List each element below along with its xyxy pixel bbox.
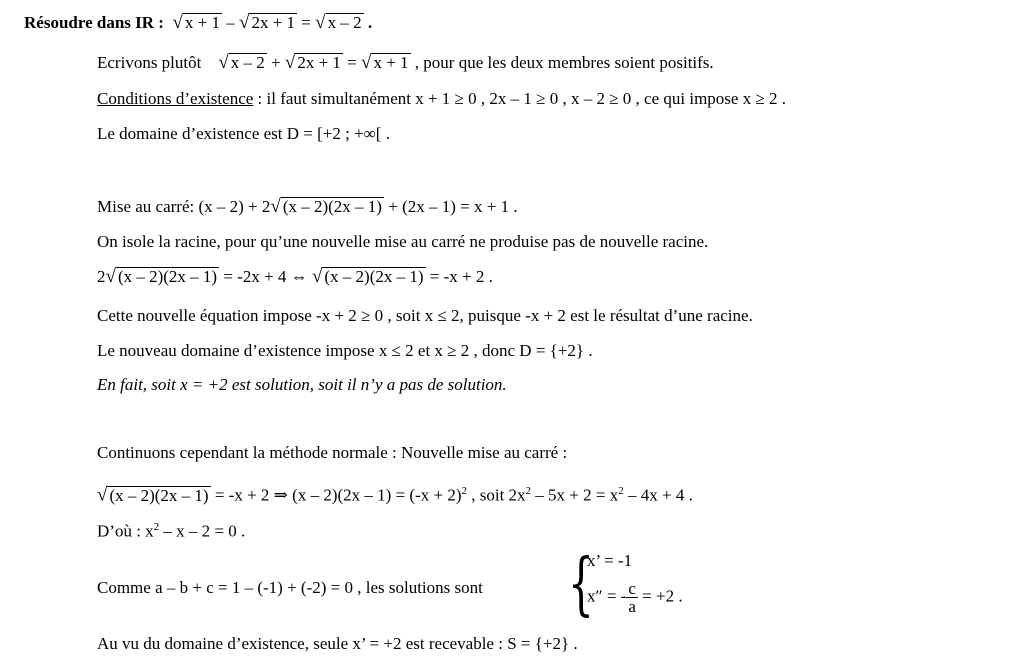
line-conclusion: Au vu du domaine d’existence, seule x’ = +2 est recevable : S = {+2} . bbox=[97, 634, 578, 653]
numerator: c bbox=[628, 579, 636, 598]
text: – 4x + 4 . bbox=[623, 485, 693, 505]
text: Mise au carré: (x – 2) + 2 bbox=[97, 197, 271, 216]
text: + (2x – 1) = x + 1 . bbox=[383, 197, 518, 216]
fraction bbox=[626, 580, 638, 615]
exponent: 2 bbox=[153, 521, 160, 533]
radicand: x – 2 bbox=[230, 53, 265, 72]
solution-1: x’ = -1 bbox=[587, 551, 633, 570]
line-continue: Continuons cependant la méthode normale : Nouvelle mise au carré : bbox=[97, 443, 568, 462]
radicand: x + 1 bbox=[373, 53, 409, 72]
text: D’où : x bbox=[97, 521, 154, 541]
text: = -x + 2 . bbox=[425, 267, 493, 286]
line-new-condition: Cette nouvelle équation impose -x + 2 ≥ 0 , soit x ≤ 2, puisque -x + 2 est le résultat d’une racine. bbox=[97, 306, 753, 325]
text: , soit 2x bbox=[466, 485, 526, 505]
exponent: 2 bbox=[525, 485, 532, 497]
radicand: (x – 2)(2x – 1) bbox=[282, 197, 382, 216]
text: = -x + 2 ⇒ (x – 2)(2x – 1) = (-x + 2) bbox=[210, 485, 462, 505]
line-square: Mise au carré: (x – 2) + 2√ (x – 2)(2x – 1) + (2x – 1) = x + 1 . bbox=[97, 196, 518, 217]
text: x″ = - bbox=[587, 586, 627, 606]
text: : il faut simultanément x + 1 ≥ 0 , 2x – 1 ≥ 0 , x – 2 ≥ 0 , ce qui impose x ≥ 2 . bbox=[253, 89, 787, 108]
line-second-square: √ (x – 2)(2x – 1) = -x + 2 ⇒ $(x - 2)(2x - 1) = (-x + 2)^2$ , soit $2x^2 - 5x + 2 = x^2 - 4x + 4$ . bbox=[97, 484, 693, 506]
radicand: 2x + 1 bbox=[297, 53, 341, 72]
text: = -2x + 4 ⇔ bbox=[219, 267, 312, 286]
text: = +2 . bbox=[637, 586, 683, 606]
line-equiv: 2√ (x – 2)(2x – 1) = -2x + 4 ⇔ √ (x – 2)(2x – 1) = -x + 2 . bbox=[97, 266, 493, 287]
text: 2 bbox=[97, 267, 106, 286]
radicand: (x – 2)(2x – 1) bbox=[117, 267, 218, 286]
line-domain: Le domaine d’existence est D = [+2 ; +∞[ . bbox=[97, 124, 390, 143]
remark-text: En fait, soit x = +2 est solution, soit il n’y a pas de solution. bbox=[97, 375, 507, 394]
radicand: (x – 2)(2x – 1) bbox=[109, 485, 209, 505]
text: – 5x + 2 = x bbox=[531, 485, 619, 505]
problem-statement: Résoudre dans IR : √ x + 1 – √ 2x + 1 = √ x – 2 . bbox=[24, 12, 373, 33]
radicand: (x – 2)(2x – 1) bbox=[324, 267, 424, 286]
radicand-1: x + 1 bbox=[184, 13, 220, 32]
text: Ecrivons plutôt bbox=[97, 53, 202, 72]
line-new-domain: Le nouveau domaine d’existence impose x ≤ 2 et x ≥ 2 , donc D = {+2} . bbox=[97, 341, 593, 360]
line-conditions bbox=[97, 88, 786, 110]
radicand-3: x – 2 bbox=[327, 13, 362, 32]
line-quadratic bbox=[97, 516, 245, 543]
exponent: 2 bbox=[618, 485, 624, 497]
denominator: a bbox=[628, 597, 636, 616]
text: – x – 2 = 0 . bbox=[159, 521, 246, 541]
conditions-heading: Conditions d’existence bbox=[97, 89, 254, 108]
exponent: 2 bbox=[461, 485, 467, 497]
line-remark bbox=[97, 374, 507, 396]
radicand-2: 2x + 1 bbox=[251, 13, 296, 32]
brace: { bbox=[568, 545, 594, 624]
line-isolate: On isole la racine, pour qu’une nouvelle mise au carré ne produise pas de nouvelle racine. bbox=[97, 232, 709, 251]
text: , pour que les deux membres soient positifs. bbox=[414, 53, 714, 72]
title-label: Résoudre dans IR : bbox=[24, 13, 164, 32]
solution-2 bbox=[587, 580, 683, 615]
line-rewrite: Ecrivons plutôt √ x – 2 + √ 2x + 1 = √ x + 1 , pour que les deux membres soient positifs. bbox=[97, 52, 714, 73]
line-solutions: Comme a – b + c = 1 – (-1) + (-2) = 0 , les solutions sont bbox=[97, 578, 483, 597]
